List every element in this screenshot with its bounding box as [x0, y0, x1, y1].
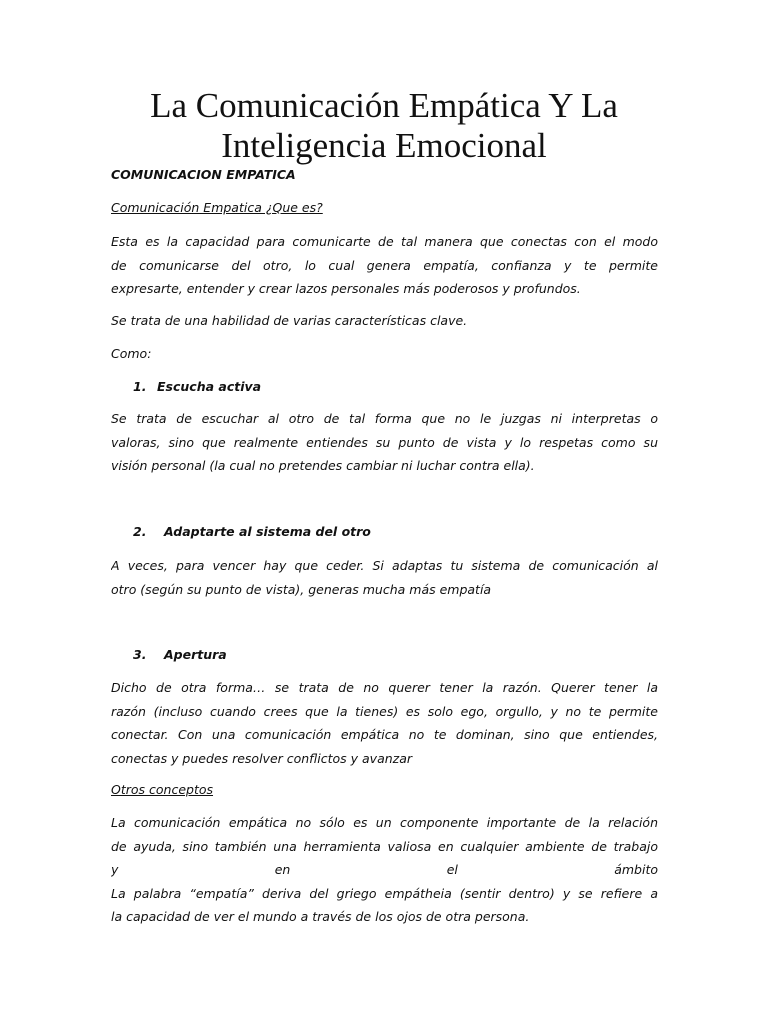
item-number: 3.: [133, 647, 147, 662]
other-line: la capacidad de ver el mundo a través de los ojos de otra persona.: [111, 909, 530, 924]
item-line: Dicho de otra forma… se trata de no querer tener la razón. Querer tener la: [111, 680, 658, 695]
intro-line: Esta es la capacidad para comunicarte de tal manera que conectas con el modo: [111, 234, 658, 249]
item-heading: Adaptarte al sistema del otro: [164, 524, 371, 539]
subheading: Comunicación Empatica ¿Que es?: [111, 200, 323, 215]
other-line: y en el ámbito: [111, 862, 658, 877]
item-line: valoras, sino que realmente entiendes su punto de vista y lo respetas como su: [111, 434, 658, 450]
other-concepts-paragraph: [111, 811, 658, 929]
title-line-1: La Comunicación Empática Y La: [150, 86, 618, 125]
item-heading: Escucha activa: [157, 379, 262, 394]
item-paragraph: [111, 407, 658, 478]
item-paragraph: [111, 676, 658, 770]
item-line: A veces, para vencer hay que ceder. Si adaptas tu sistema de comunicación al: [111, 558, 658, 573]
item-number: 2.: [133, 524, 147, 539]
item-line: razón (incluso cuando crees que la tienes) es solo ego, orgullo, y no te permite: [111, 703, 658, 719]
item-heading: Apertura: [164, 647, 227, 662]
item-line: conectas y puedes resolver conflictos y avanzar: [111, 750, 413, 766]
traits-sentence: Se trata de una habilidad de varias características clave.: [111, 313, 468, 328]
intro-paragraph: [111, 230, 658, 301]
item-line: otro (según su punto de vista), generas mucha más empatía: [111, 581, 492, 597]
other-line: La comunicación empática no sólo es un componente importante de la relación: [111, 815, 658, 830]
item-number: 1.: [133, 379, 147, 394]
other-line: La palabra “empatía” deriva del griego empátheia (sentir dentro) y se refiere a: [111, 885, 658, 901]
item-line: Se trata de escuchar al otro de tal forma que no le juzgas ni interpretas o: [111, 411, 658, 426]
item-line: visión personal (la cual no pretendes cambiar ni luchar contra ella).: [111, 458, 535, 473]
title-line-2: Inteligencia Emocional: [221, 126, 547, 165]
other-line: de ayuda, sino también una herramienta valiosa en cualquier ambiente de trabajo: [111, 838, 658, 854]
intro-line: expresarte, entender y crear lazos personales más poderosos y profundos.: [111, 281, 581, 296]
item-line: conectar. Con una comunicación empática no te dominan, sino que entiendes,: [111, 727, 658, 742]
item-paragraph: [111, 554, 658, 601]
section-heading: COMUNICACION EMPATICA: [111, 167, 296, 182]
intro-line: de comunicarse del otro, lo cual genera empatía, confianza y te permite: [111, 257, 658, 273]
document-title: [60, 86, 708, 166]
other-concepts-heading: Otros conceptos: [111, 782, 214, 797]
como-label: Como:: [111, 346, 152, 361]
